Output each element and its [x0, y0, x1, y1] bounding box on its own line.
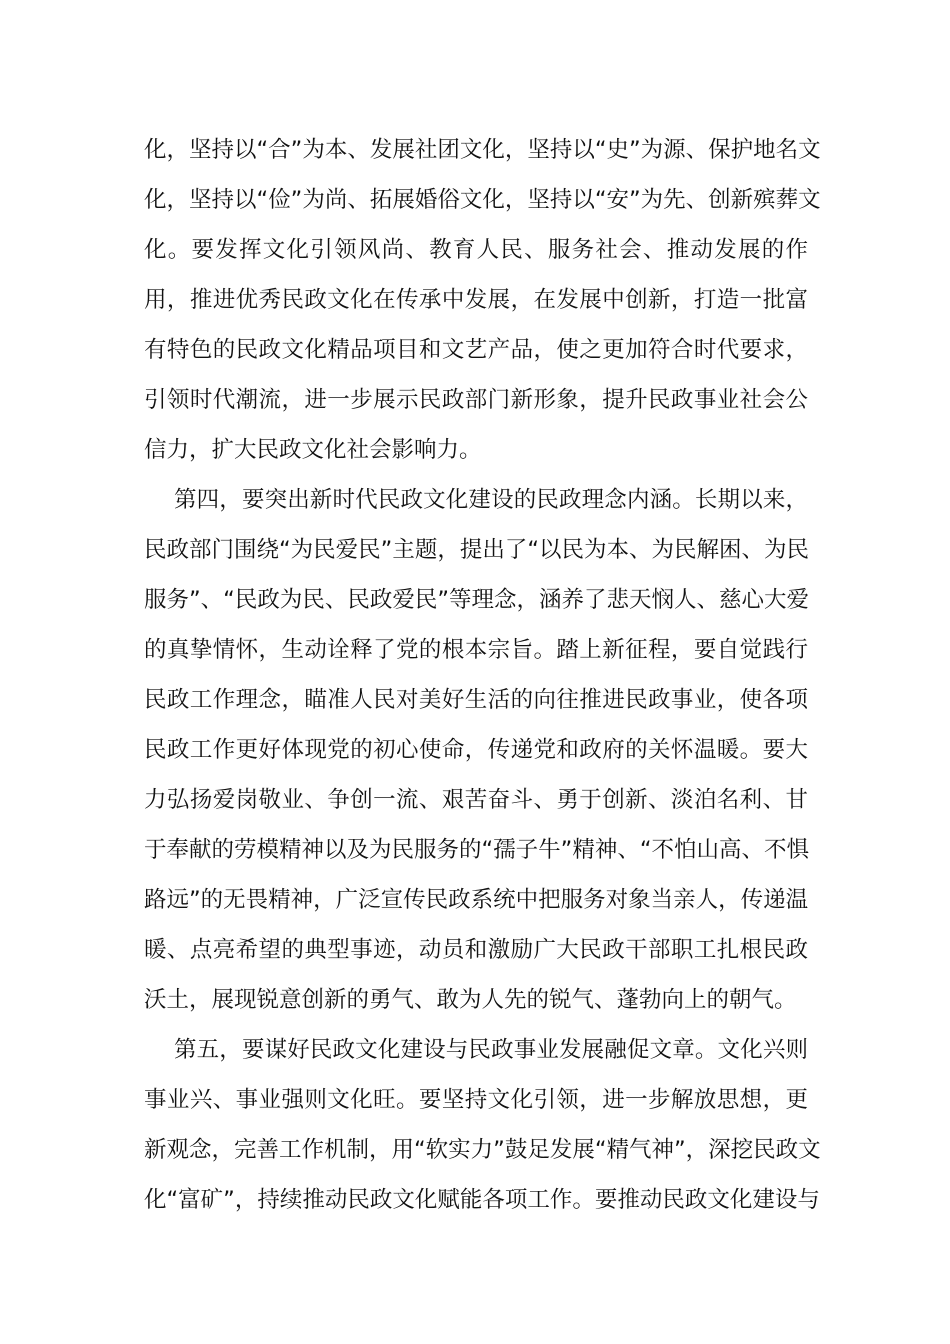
text-line-7: 信力，扩大民政文化社会影响力。	[144, 437, 482, 463]
paragraph-start-line: 第五，要谋好民政文化建设与民政事业发展融促文章。文化兴则	[174, 1037, 808, 1063]
text-line-1: 化，坚持以“合”为本、发展社团文化，坚持以“史”为源、保护地名文	[144, 137, 821, 163]
text-line-21: 新观念，完善工作机制，用“软实力”鼓足发展“精气神”，深挖民政文	[144, 1137, 821, 1163]
text-line-2: 化，坚持以“俭”为尚、拓展婚俗文化，坚持以“安”为先、创新殡葬文	[144, 187, 821, 213]
text-line-4: 用，推进优秀民政文化在传承中发展，在发展中创新，打造一批富	[144, 287, 808, 313]
text-line-16: 路远”的无畏精神，广泛宣传民政系统中把服务对象当亲人，传递温	[144, 887, 809, 913]
text-line-18: 沃土，展现锐意创新的勇气、敢为人先的锐气、蓬勃向上的朝气。	[144, 987, 797, 1013]
text-line-10: 服务”、“民政为民、民政爱民”等理念，涵养了悲天悯人、慈心大爱	[144, 587, 809, 613]
text-line-3: 化。要发挥文化引领风尚、教育人民、服务社会、推动发展的作	[144, 237, 808, 263]
paragraph-start-line: 第四，要突出新时代民政文化建设的民政理念内涵。长期以来，	[174, 487, 808, 513]
text-line-5: 有特色的民政文化精品项目和文艺产品，使之更加符合时代要求，	[144, 337, 808, 363]
text-line-17: 暖、点亮希望的典型事迹，动员和激励广大民政干部职工扎根民政	[144, 937, 808, 963]
text-line-20: 事业兴、事业强则文化旺。要坚持文化引领，进一步解放思想，更	[144, 1087, 808, 1113]
text-line-13: 民政工作更好体现党的初心使命，传递党和政府的关怀温暖。要大	[144, 737, 808, 763]
text-line-6: 引领时代潮流，进一步展示民政部门新形象，提升民政事业社会公	[144, 387, 808, 413]
text-line-11: 的真挚情怀，生动诠释了党的根本宗旨。踏上新征程，要自觉践行	[144, 637, 808, 663]
text-line-12: 民政工作理念，瞄准人民对美好生活的向往推进民政事业，使各项	[144, 687, 808, 713]
text-line-15: 于奉献的劳模精神以及为民服务的“孺子牛”精神、“不怕山高、不惧	[144, 837, 809, 863]
text-line-22: 化“富矿”，持续推动民政文化赋能各项工作。要推动民政文化建设与	[144, 1187, 820, 1213]
text-line-9: 民政部门围绕“为民爱民”主题，提出了“以民为本、为民解困、为民	[144, 537, 809, 563]
text-line-14: 力弘扬爱岗敬业、争创一流、艰苦奋斗、勇于创新、淡泊名利、甘	[144, 787, 808, 813]
